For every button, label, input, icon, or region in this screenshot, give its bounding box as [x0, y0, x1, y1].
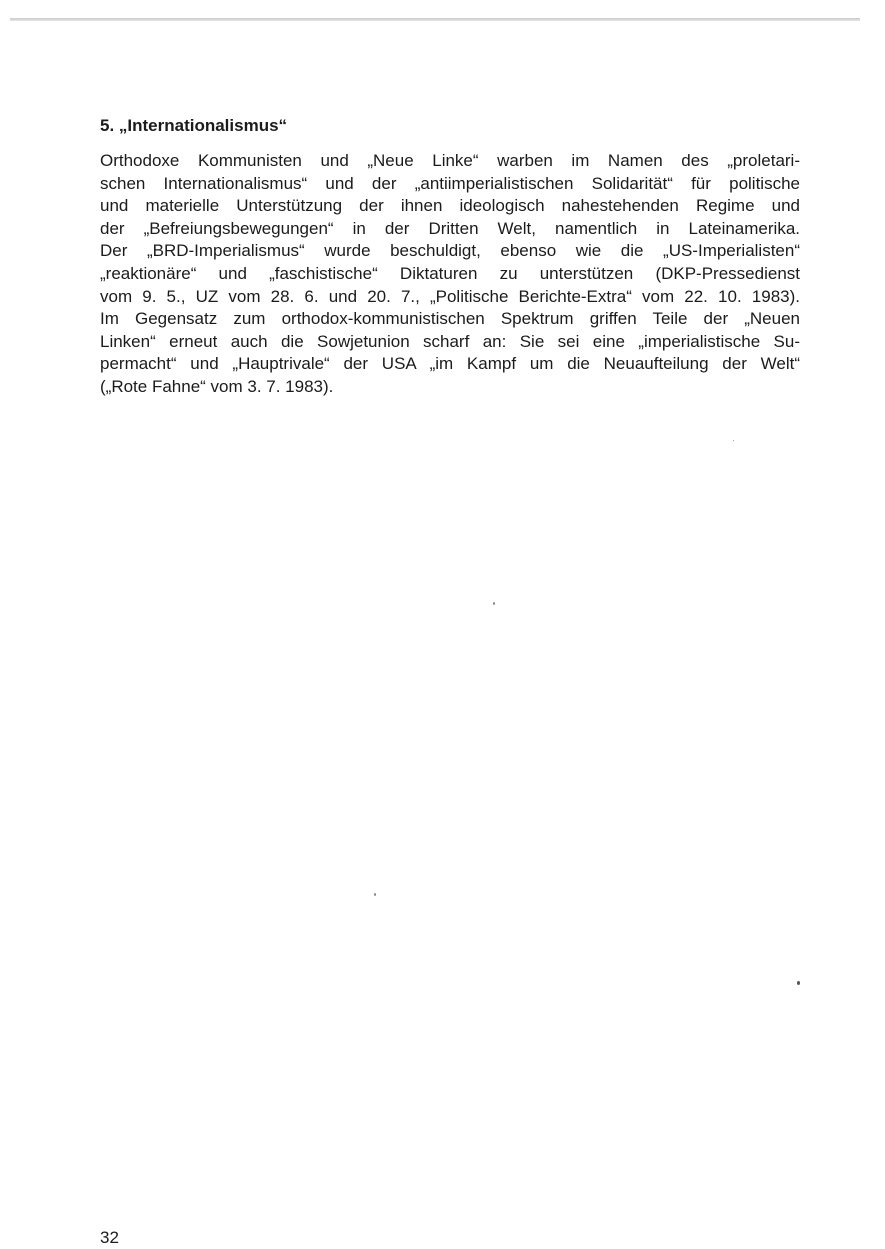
text-line: und materielle Unterstützung der ihnen ideologisch nahestehenden Regime und: [100, 196, 800, 216]
page-number: 32: [100, 1228, 119, 1247]
text-line: Orthodoxe Kommunisten und „Neue Linke“ warben im Namen des „proletari-: [100, 151, 800, 170]
section-heading: 5. „Internationalismus“: [100, 116, 288, 135]
text-line: („Rote Fahne“ vom 3. 7. 1983).: [100, 376, 334, 396]
text-line: permacht“ und „Hauptrivale“ der USA „im Kampf um die Neuaufteilung der Welt“: [100, 354, 800, 374]
scan-speck: [493, 602, 495, 605]
text-line: Im Gegensatz zum orthodox-kommunistischen Spektrum griffen Teile der „Neuen: [100, 309, 800, 329]
text-line: schen Internationalismus“ und der „antiimperialistischen Solidarität“ für politische: [100, 173, 800, 193]
text-line: der „Befreiungsbewegungen“ in der Dritten Welt, namentlich in Lateinamerika.: [100, 218, 800, 238]
scan-speck: [733, 440, 734, 441]
body-paragraph: [100, 150, 800, 399]
text-line: vom 9. 5., UZ vom 28. 6. und 20. 7., „Politische Berichte-Extra“ vom 22. 10. 1983).: [100, 286, 800, 306]
scan-speck: [374, 893, 376, 896]
text-line: Linken“ erneut auch die Sowjetunion scharf an: Sie sei eine „imperialistische Su-: [100, 331, 800, 351]
text-line: „reaktionäre“ und „faschistische“ Diktaturen zu unterstützen (DKP-Pressedienst: [100, 263, 800, 283]
scan-top-edge: [10, 18, 860, 21]
text-line: Der „BRD-Imperialismus“ wurde beschuldigt, ebenso wie die „US-Imperialisten“: [100, 241, 800, 261]
scan-speck: [797, 981, 800, 985]
